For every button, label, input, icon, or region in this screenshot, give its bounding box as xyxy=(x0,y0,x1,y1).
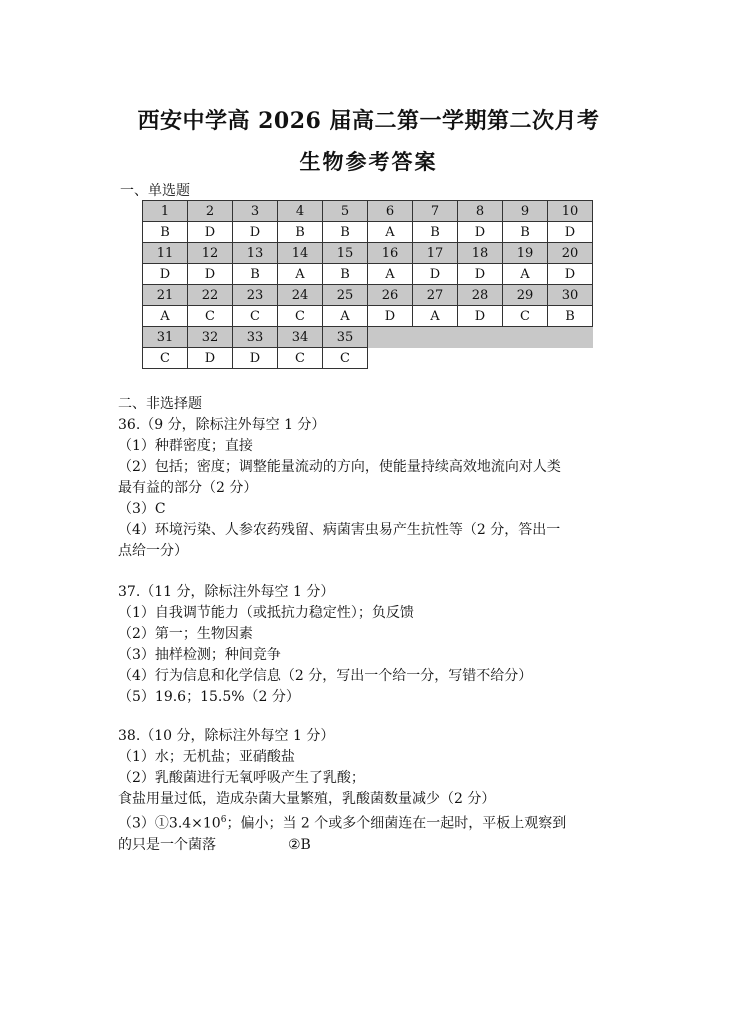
section1-heading: 一、单选题 xyxy=(120,183,190,199)
question-number-cell: 23 xyxy=(233,285,278,306)
q36-header: 36.（9 分，除标注外每空 1 分） xyxy=(118,417,326,433)
answer-table xyxy=(142,200,593,369)
answer-cell: C xyxy=(143,348,188,369)
answer-cell: B xyxy=(548,306,593,327)
empty-cell xyxy=(458,348,503,369)
q36-line: （3）C xyxy=(118,501,166,517)
answer-cell: B xyxy=(323,264,368,285)
question-number-cell: 21 xyxy=(143,285,188,306)
answer-cell: B xyxy=(323,222,368,243)
answer-cell: D xyxy=(233,222,278,243)
answer-cell: D xyxy=(143,264,188,285)
answer-cell: B xyxy=(413,222,458,243)
q37-line: （1）自我调节能力（或抵抗力稳定性）；负反馈 xyxy=(118,605,414,621)
q36-line: （4）环境污染、人参农药残留、病菌害虫易产生抗性等（2 分，答出一 xyxy=(118,522,561,538)
answer-cell: D xyxy=(458,306,503,327)
q38-line3-exponent: 6 xyxy=(220,815,227,825)
answer-cell: B xyxy=(143,222,188,243)
question-number-cell: 27 xyxy=(413,285,458,306)
q36-line: （2）包括；密度；调整能量流动的方向，使能量持续高效地流向对人类 xyxy=(118,459,561,475)
question-number-cell: 26 xyxy=(368,285,413,306)
q38-line: 食盐用量过低，造成杂菌大量繁殖，乳酸菌数量减少（2 分） xyxy=(118,791,496,807)
question-number-cell: 33 xyxy=(233,327,278,348)
q38-line-3 xyxy=(118,810,628,835)
question-number-cell: 34 xyxy=(278,327,323,348)
q38-line-4 xyxy=(118,835,628,856)
answer-cell: A xyxy=(278,264,323,285)
question-number-cell: 1 xyxy=(143,201,188,222)
empty-cell xyxy=(413,327,458,348)
answer-cell: D xyxy=(188,222,233,243)
q37-line: （5）19.6；15.5%（2 分） xyxy=(118,689,300,705)
question-number-row xyxy=(143,285,593,306)
question-number-cell: 30 xyxy=(548,285,593,306)
question-number-cell: 32 xyxy=(188,327,233,348)
answer-cell: C xyxy=(278,348,323,369)
answer-cell: A xyxy=(368,264,413,285)
question-number-cell: 5 xyxy=(323,201,368,222)
empty-cell xyxy=(458,327,503,348)
q38-line4-b: ②B xyxy=(288,836,311,853)
answer-row xyxy=(143,348,593,369)
answer-cell: A xyxy=(368,222,413,243)
question-number-cell: 24 xyxy=(278,285,323,306)
q37-header: 37.（11 分，除标注外每空 1 分） xyxy=(118,584,335,600)
question-number-cell: 29 xyxy=(503,285,548,306)
question-number-cell: 10 xyxy=(548,201,593,222)
answer-cell: D xyxy=(233,348,278,369)
q36-line: （1）种群密度；直接 xyxy=(118,438,253,454)
q38-header: 38.（10 分，除标注外每空 1 分） xyxy=(118,728,335,744)
question-number-cell: 20 xyxy=(548,243,593,264)
answer-cell: D xyxy=(188,348,233,369)
question-number-cell: 28 xyxy=(458,285,503,306)
answer-cell: D xyxy=(458,222,503,243)
question-number-cell: 12 xyxy=(188,243,233,264)
answer-cell: A xyxy=(143,306,188,327)
answer-row xyxy=(143,306,593,327)
section2-heading: 二、非选择题 xyxy=(118,396,202,412)
q37-line: （3）抽样检测；种间竞争 xyxy=(118,647,281,663)
q36-line: 点给一分） xyxy=(118,543,188,559)
question-number-cell: 2 xyxy=(188,201,233,222)
answer-row xyxy=(143,222,593,243)
q38-line: （1）水；无机盐；亚硝酸盐 xyxy=(118,749,295,765)
question-number-cell: 3 xyxy=(233,201,278,222)
question-number-cell: 35 xyxy=(323,327,368,348)
question-38 xyxy=(118,726,628,856)
question-number-cell: 7 xyxy=(413,201,458,222)
page-title: 西安中学高 2026 届高二第一学期第二次月考 xyxy=(137,108,600,134)
answer-cell: D xyxy=(458,264,503,285)
answer-cell: D xyxy=(368,306,413,327)
question-number-cell: 19 xyxy=(503,243,548,264)
question-number-cell: 22 xyxy=(188,285,233,306)
question-number-cell: 15 xyxy=(323,243,368,264)
empty-cell xyxy=(548,327,593,348)
empty-cell xyxy=(413,348,458,369)
answer-cell: B xyxy=(233,264,278,285)
question-number-cell: 9 xyxy=(503,201,548,222)
answer-row xyxy=(143,264,593,285)
q38-line3-rest: ；偏小；当 2 个或多个细菌连在一起时，平板上观察到 xyxy=(226,815,567,832)
question-number-row xyxy=(143,243,593,264)
question-37 xyxy=(118,582,628,708)
empty-cell xyxy=(368,327,413,348)
question-number-cell: 16 xyxy=(368,243,413,264)
answer-cell: D xyxy=(188,264,233,285)
answer-cell: C xyxy=(278,306,323,327)
q36-line: 最有益的部分（2 分） xyxy=(118,480,258,496)
question-36 xyxy=(118,415,628,562)
empty-cell xyxy=(368,348,413,369)
question-number-cell: 13 xyxy=(233,243,278,264)
answer-cell: B xyxy=(503,222,548,243)
question-number-row xyxy=(143,201,593,222)
q37-line: （2）第一；生物因素 xyxy=(118,626,253,642)
question-number-cell: 6 xyxy=(368,201,413,222)
answer-cell: A xyxy=(323,306,368,327)
answer-cell: D xyxy=(548,222,593,243)
q38-line4-a: 的只是一个菌落 xyxy=(118,836,216,853)
q38-line: （2）乳酸菌进行无氧呼吸产生了乳酸； xyxy=(118,770,365,786)
question-number-cell: 4 xyxy=(278,201,323,222)
question-number-cell: 18 xyxy=(458,243,503,264)
answer-cell: A xyxy=(503,264,548,285)
answer-cell: D xyxy=(413,264,458,285)
empty-cell xyxy=(548,348,593,369)
question-number-cell: 31 xyxy=(143,327,188,348)
question-number-cell: 11 xyxy=(143,243,188,264)
empty-cell xyxy=(503,327,548,348)
empty-cell xyxy=(503,348,548,369)
page-subtitle: 生物参考答案 xyxy=(299,149,438,174)
answer-cell: C xyxy=(188,306,233,327)
answer-cell: C xyxy=(503,306,548,327)
q37-line: （4）行为信息和化学信息（2 分，写出一个给一分，写错不给分） xyxy=(118,668,533,684)
question-number-cell: 25 xyxy=(323,285,368,306)
answer-cell: C xyxy=(323,348,368,369)
question-number-cell: 14 xyxy=(278,243,323,264)
answer-cell: B xyxy=(278,222,323,243)
answer-cell: A xyxy=(413,306,458,327)
question-number-cell: 17 xyxy=(413,243,458,264)
answer-cell: D xyxy=(548,264,593,285)
question-number-row xyxy=(143,327,593,348)
question-number-cell: 8 xyxy=(458,201,503,222)
answer-cell: C xyxy=(233,306,278,327)
q38-line3-prefix: （3）①3.4×10 xyxy=(118,815,221,832)
